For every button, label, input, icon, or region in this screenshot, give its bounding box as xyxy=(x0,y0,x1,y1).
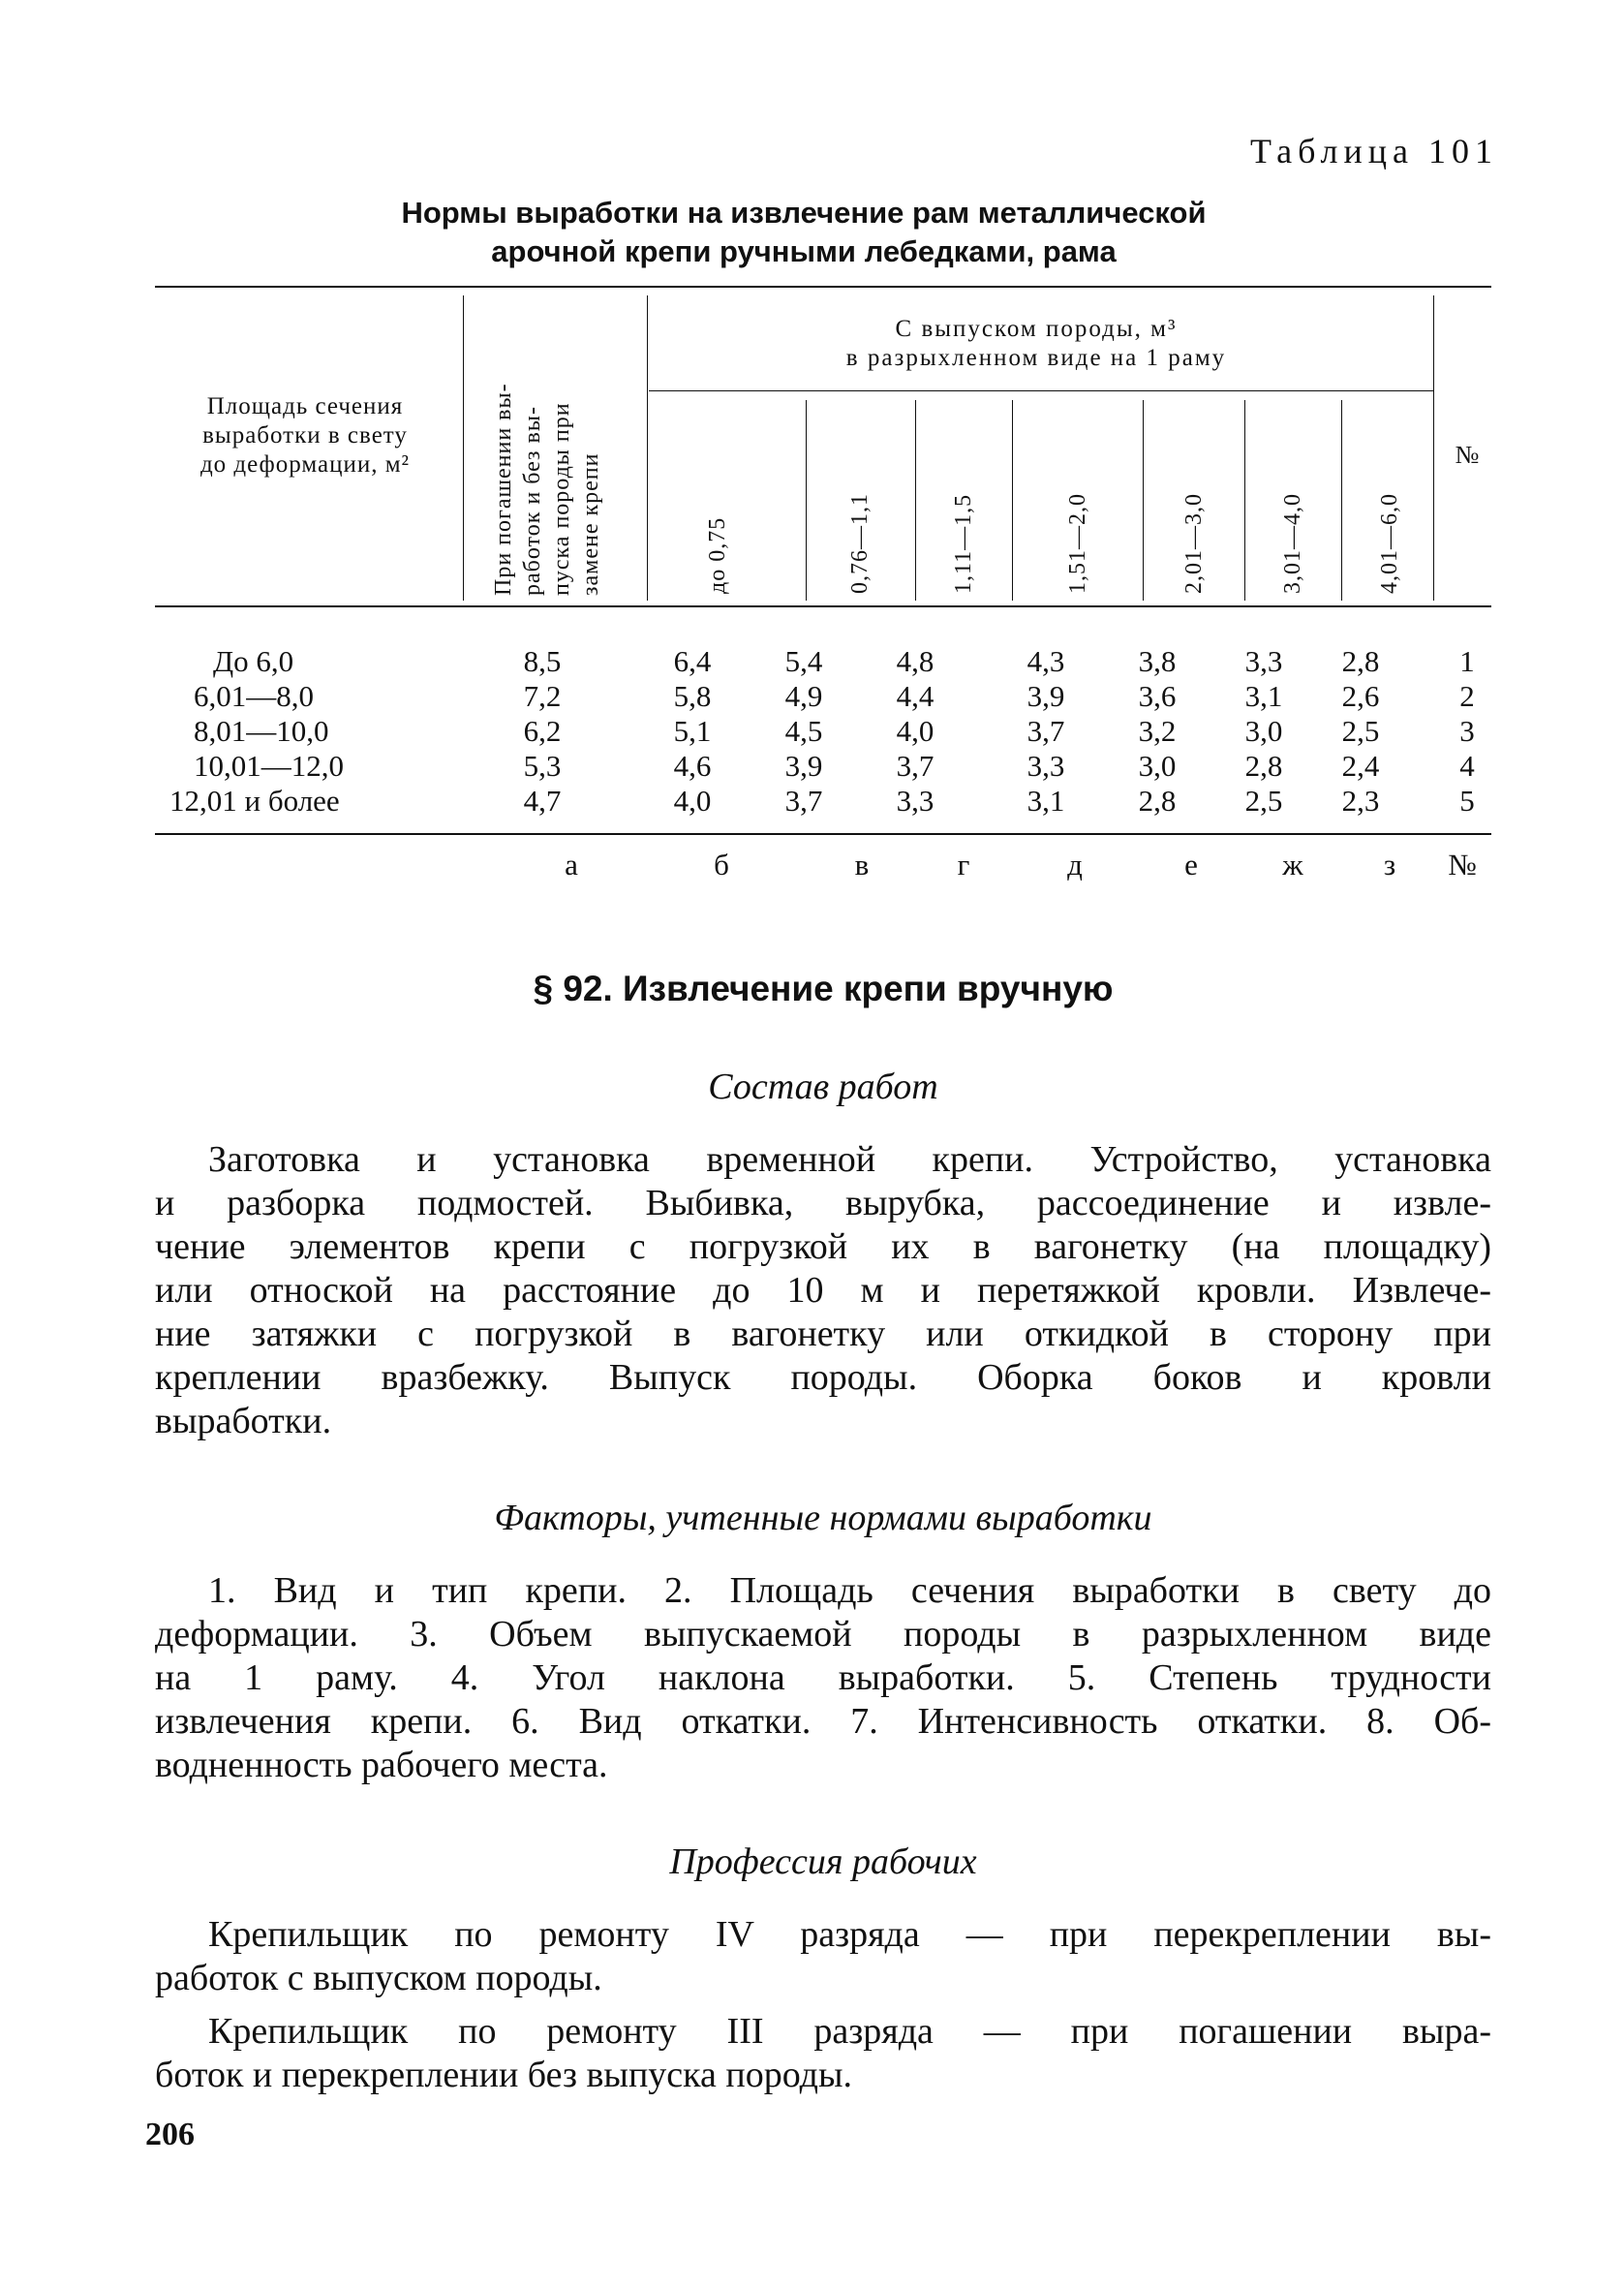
table-label: Таблица 101 xyxy=(1250,132,1498,170)
header-release-line: в разрыхленном виде на 1 раму xyxy=(845,345,1227,371)
table-cell: 3,6 xyxy=(1138,679,1177,713)
header-release xyxy=(649,315,1424,373)
table-cell: 6,4 xyxy=(673,644,712,678)
header-col-a-line: работок и без вы- xyxy=(520,406,545,596)
col-divider xyxy=(1143,400,1144,601)
composition-text xyxy=(155,1138,1491,1443)
workers-text-1 xyxy=(155,1913,1491,2000)
table-cell: 3,1 xyxy=(1026,784,1065,818)
header-release-line: С выпуском породы, м³ xyxy=(895,316,1178,342)
col-divider xyxy=(1341,400,1342,601)
table-cell: 5,4 xyxy=(784,644,823,678)
row-area: До 6,0 xyxy=(213,644,294,678)
column-letter: в xyxy=(854,848,870,882)
table-cell: 8,5 xyxy=(523,644,562,678)
table-bottom-rule xyxy=(155,833,1491,835)
text-line: чение элементов крепи с погрузкой их в вагонетку (на площадку) xyxy=(155,1226,1491,1267)
text-line: 1. Вид и тип крепи. 2. Площадь сечения выработки в свету до xyxy=(208,1570,1491,1611)
col-divider xyxy=(1433,295,1434,601)
header-area-line: Площадь сечения xyxy=(206,393,404,419)
header-area-line: до деформации, м² xyxy=(199,451,411,478)
table-cell: 4,0 xyxy=(673,784,712,818)
table-cell: 4,3 xyxy=(1026,644,1065,678)
table-cell: 3,8 xyxy=(1138,644,1177,678)
col-divider xyxy=(1012,400,1013,601)
factors-text xyxy=(155,1569,1491,1787)
workers-text-2 xyxy=(155,2010,1491,2097)
text-line: боток и перекреплении без выпуска породы. xyxy=(155,2055,853,2095)
column-letter: е xyxy=(1184,848,1198,882)
text-line: выработки. xyxy=(155,1401,332,1441)
header-range: до 0,75 xyxy=(705,516,730,594)
table-title xyxy=(155,194,1453,271)
text-line: на 1 раму. 4. Угол наклона выработки. 5. Степень трудности xyxy=(155,1657,1491,1698)
table-cell: 4,4 xyxy=(896,679,935,713)
header-col-a xyxy=(489,383,605,596)
text-line: Заготовка и установка временной крепи. Устройство, установка xyxy=(208,1139,1491,1180)
header-area-line: выработки в свету xyxy=(202,422,408,449)
col-divider xyxy=(806,400,807,601)
row-number: 4 xyxy=(1459,749,1475,783)
table-cell: 5,3 xyxy=(523,749,562,783)
table-cell: 3,1 xyxy=(1244,679,1283,713)
table-cell: 3,7 xyxy=(1026,714,1065,748)
table-cell: 4,9 xyxy=(784,679,823,713)
table-cell: 2,3 xyxy=(1341,784,1380,818)
table-cell: 2,5 xyxy=(1341,714,1380,748)
header-col-a-line: пуска породы при xyxy=(549,402,574,596)
table-cell: 4,8 xyxy=(896,644,935,678)
text-line: работок с выпуском породы. xyxy=(155,1958,602,1998)
col-divider xyxy=(647,295,648,601)
table-cell: 3,3 xyxy=(896,784,935,818)
header-range: 4,01—6,0 xyxy=(1377,493,1402,594)
table-cell: 3,3 xyxy=(1026,749,1065,783)
table-cell: 3,0 xyxy=(1138,749,1177,783)
text-line: извлечения крепи. 6. Вид откатки. 7. Интенсивность откатки. 8. Об- xyxy=(155,1701,1491,1742)
col-divider xyxy=(915,400,916,601)
table-cell: 5,1 xyxy=(673,714,712,748)
text-line: водненность рабочего места. xyxy=(155,1745,608,1785)
text-line: или отноской на расстояние до 10 м и перетяжкой кровли. Извлече- xyxy=(155,1270,1491,1311)
header-area xyxy=(155,392,455,479)
text-line: Крепильщик по ремонту III разряда — при погашении выра- xyxy=(208,2011,1491,2052)
row-number: 3 xyxy=(1459,714,1475,748)
header-col-a-line: замене крепи xyxy=(578,452,603,596)
workers-title: Профессия рабочих xyxy=(669,1841,977,1882)
table-title-line: Нормы выработки на извлечение рам металлической xyxy=(401,196,1207,230)
header-range: 2,01—3,0 xyxy=(1181,493,1207,594)
column-letter: д xyxy=(1067,848,1083,882)
text-line: и разборка подмостей. Выбивка, вырубка, рассоединение и извле- xyxy=(155,1183,1491,1223)
column-letter: б xyxy=(714,848,729,882)
table-cell: 3,0 xyxy=(1244,714,1283,748)
table-cell: 5,8 xyxy=(673,679,712,713)
column-letter: а xyxy=(565,848,578,882)
table-cell: 4,5 xyxy=(784,714,823,748)
table-cell: 3,2 xyxy=(1138,714,1177,748)
composition-title: Состав работ xyxy=(708,1067,938,1107)
table-title-line: арочной крепи ручными лебедками, рама xyxy=(491,234,1117,268)
row-area: 12,01 и более xyxy=(169,784,340,818)
column-letter: г xyxy=(957,848,970,882)
row-area: 6,01—8,0 xyxy=(194,679,314,713)
row-area: 8,01—10,0 xyxy=(194,714,329,748)
column-letter: з xyxy=(1383,848,1396,882)
header-range: 0,76—1,1 xyxy=(847,493,873,594)
table-cell: 4,7 xyxy=(523,784,562,818)
row-number: 5 xyxy=(1459,784,1475,818)
table-cell: 3,7 xyxy=(896,749,935,783)
table-header-rule xyxy=(155,605,1491,607)
table-cell: 2,8 xyxy=(1341,644,1380,678)
table-top-rule xyxy=(155,286,1491,288)
table-cell: 3,7 xyxy=(784,784,823,818)
table-cell: 7,2 xyxy=(523,679,562,713)
header-range: 1,51—2,0 xyxy=(1065,493,1090,594)
col-divider xyxy=(1244,400,1245,601)
header-subdivider xyxy=(649,390,1433,391)
column-letter: № xyxy=(1448,848,1477,882)
row-area: 10,01—12,0 xyxy=(194,749,344,783)
table-cell: 2,8 xyxy=(1138,784,1177,818)
text-line: креплении вразбежку. Выпуск породы. Оборка боков и кровли xyxy=(155,1357,1491,1398)
norms-table xyxy=(155,286,1491,886)
col-divider xyxy=(463,295,464,601)
header-col-a-line: При погашении вы- xyxy=(491,383,516,596)
table-cell: 2,6 xyxy=(1341,679,1380,713)
text-line: ние затяжки с погрузкой в вагонетку или откидкой в сторону при xyxy=(155,1314,1491,1354)
header-range: 1,11—1,5 xyxy=(951,493,976,594)
table-cell: 2,4 xyxy=(1341,749,1380,783)
text-line: деформации. 3. Объем выпускаемой породы в разрыхленном виде xyxy=(155,1614,1491,1655)
row-number: 1 xyxy=(1459,644,1475,678)
table-cell: 6,2 xyxy=(523,714,562,748)
header-range: 3,01—4,0 xyxy=(1280,493,1305,594)
header-number: № xyxy=(1455,441,1480,469)
table-cell: 4,6 xyxy=(673,749,712,783)
table-cell: 2,5 xyxy=(1244,784,1283,818)
table-cell: 3,9 xyxy=(784,749,823,783)
factors-title: Факторы, учтенные нормами выработки xyxy=(494,1498,1152,1538)
row-number: 2 xyxy=(1459,679,1475,713)
text-line: Крепильщик по ремонту IV разряда — при перекреплении вы- xyxy=(208,1914,1491,1955)
table-cell: 2,8 xyxy=(1244,749,1283,783)
section-title: § 92. Извлечение крепи вручную xyxy=(533,969,1114,1008)
table-cell: 3,9 xyxy=(1026,679,1065,713)
table-cell: 4,0 xyxy=(896,714,935,748)
table-cell: 3,3 xyxy=(1244,644,1283,678)
column-letter: ж xyxy=(1282,848,1303,882)
page-number: 206 xyxy=(145,2117,195,2152)
